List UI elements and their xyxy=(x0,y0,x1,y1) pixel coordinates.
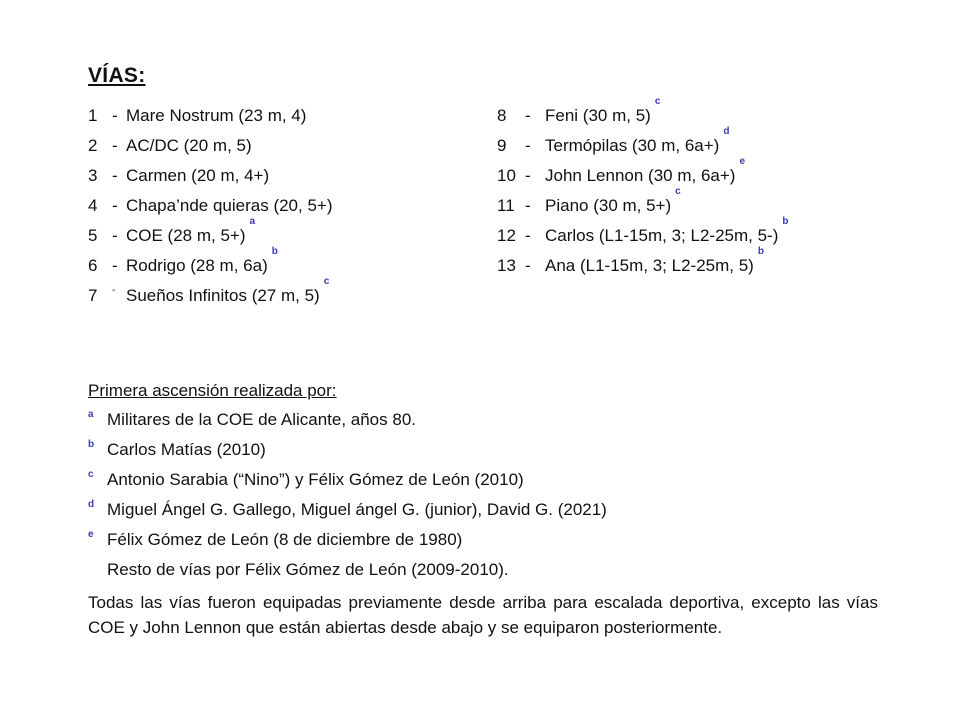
route-footnote-mark: a xyxy=(249,216,256,227)
route-number: 9 xyxy=(497,136,507,155)
footnote-mark: a xyxy=(88,409,94,420)
footnote-text: Félix Gómez de León (8 de diciembre de 1980) xyxy=(107,530,463,549)
route-name: Feni (30 m, 5) xyxy=(545,106,651,125)
route-dash: - xyxy=(112,196,118,215)
footnote-mark: d xyxy=(88,499,95,510)
route-number: 12 xyxy=(497,226,516,245)
route-dash: - xyxy=(112,226,118,245)
route-dash: - xyxy=(112,136,118,155)
route-dash: - xyxy=(525,106,531,125)
routes-right-column xyxy=(497,96,917,282)
footnote-mark: b xyxy=(88,439,95,450)
route-item xyxy=(88,192,488,222)
route-footnote-mark: b xyxy=(757,246,764,257)
route-number: 5 xyxy=(88,226,98,245)
route-number: 2 xyxy=(88,136,98,155)
route-number: 7 xyxy=(88,286,98,305)
page-title: VÍAS: xyxy=(88,64,146,87)
route-item xyxy=(88,132,488,162)
first-ascent-heading: Primera ascensión realizada por: xyxy=(88,381,337,400)
route-name: Sueños Infinitos (27 m, 5) xyxy=(126,286,320,305)
route-item xyxy=(497,186,917,222)
route-number: 10 xyxy=(497,166,516,185)
route-dash: - xyxy=(525,166,531,185)
route-dash: - xyxy=(112,256,118,275)
rest-of-routes-note: Resto de vías por Félix Gómez de León (2009-2010). xyxy=(107,560,509,579)
route-dash: - xyxy=(112,106,118,125)
route-item xyxy=(88,216,488,252)
route-name: John Lennon (30 m, 6a+) xyxy=(545,166,736,185)
route-number: 6 xyxy=(88,256,98,275)
route-number: 4 xyxy=(88,196,98,215)
route-name: COE (28 m, 5+) xyxy=(126,226,246,245)
route-footnote-mark: d xyxy=(723,126,730,137)
route-item xyxy=(497,96,917,132)
route-name: Termópilas (30 m, 6a+) xyxy=(545,136,720,155)
footnote-item xyxy=(88,525,888,555)
route-footnote-mark: b xyxy=(782,216,789,227)
route-item xyxy=(497,126,917,162)
route-item xyxy=(88,246,488,282)
footnote-item xyxy=(88,405,888,435)
route-name: Rodrigo (28 m, 6a) xyxy=(126,256,268,275)
route-number: 1 xyxy=(88,106,98,125)
footnote-text: Antonio Sarabia (“Nino”) y Félix Gómez de León (2010) xyxy=(107,470,524,489)
route-name: Ana (L1-15m, 3; L2-25m, 5) xyxy=(545,256,754,275)
route-number: 11 xyxy=(497,196,515,215)
route-footnote-mark: e xyxy=(739,156,745,167)
route-name: AC/DC (20 m, 5) xyxy=(126,136,252,155)
route-item xyxy=(497,246,917,282)
route-dash: - xyxy=(525,196,531,215)
footnote-mark: e xyxy=(88,529,94,540)
route-number: 13 xyxy=(497,256,516,275)
route-item xyxy=(88,102,488,132)
route-name: Piano (30 m, 5+) xyxy=(545,196,672,215)
footnote-text: Miguel Ángel G. Gallego, Miguel ángel G. (junior), David G. (2021) xyxy=(107,500,607,519)
routes-left-column xyxy=(88,102,488,312)
footnote-text: Militares de la COE de Alicante, años 80. xyxy=(107,410,416,429)
route-footnote-mark: c xyxy=(675,186,681,197)
footnote-item xyxy=(88,465,888,495)
route-item xyxy=(497,216,917,252)
closing-paragraph: Todas las vías fueron equipadas previamente desde arriba para escalada deportiva, excepto las vías COE y John Lennon que están abiertas desde abajo y se equiparon posteriormente. xyxy=(88,593,878,637)
route-dash: - xyxy=(525,136,531,155)
route-dash: - xyxy=(525,226,531,245)
route-footnote-mark: c xyxy=(323,276,330,287)
footnote-text: Carlos Matías (2010) xyxy=(107,440,266,459)
route-dash: - xyxy=(525,256,531,275)
first-ascent-section xyxy=(88,377,888,585)
route-name: Mare Nostrum (23 m, 4) xyxy=(126,106,307,125)
route-name: Carlos (L1-15m, 3; L2-25m, 5-) xyxy=(545,226,779,245)
route-name: Carmen (20 m, 4+) xyxy=(126,166,270,185)
route-footnote-mark: c xyxy=(654,96,661,107)
route-footnote-mark: b xyxy=(271,246,278,257)
route-item xyxy=(88,276,488,312)
route-item xyxy=(497,156,917,192)
footnote-mark: c xyxy=(88,469,94,480)
route-number: 8 xyxy=(497,106,507,125)
route-number: 3 xyxy=(88,166,98,185)
route-name: Chapa’nde quieras (20, 5+) xyxy=(126,196,333,215)
route-dash: - xyxy=(112,166,118,185)
footnote-item xyxy=(88,435,888,465)
route-item xyxy=(88,162,488,192)
footnote-item xyxy=(88,495,888,525)
route-dash: - xyxy=(112,285,116,296)
